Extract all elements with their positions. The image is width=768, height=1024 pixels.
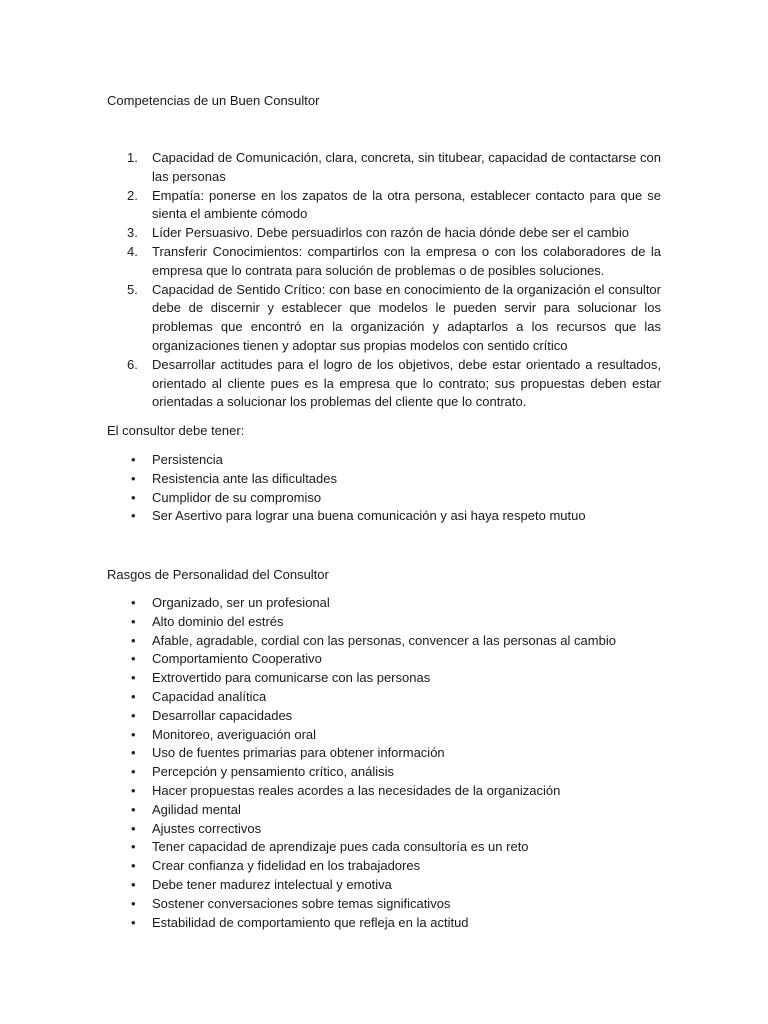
competency-item [107,149,661,187]
bullet-icon: • [131,452,136,467]
bullet-icon: • [131,613,136,629]
list-item [107,632,661,651]
bullet-icon: • [131,470,136,486]
list-item [107,801,661,820]
bullet-icon: • [131,707,136,723]
personality-traits-list [107,594,661,932]
item-text: Capacidad de Comunicación, clara, concreta, sin titubear, capacidad de contactarse con las personas [152,150,661,184]
item-text: Cumplidor de su compromiso [152,489,322,505]
item-text: Tener capacidad de aprendizaje pues cada consultoría es un reto [152,839,529,855]
list-item [107,914,661,933]
bullet-icon: • [131,508,136,524]
list-item [107,613,661,632]
list-item [107,470,661,489]
item-text: Resistencia ante las dificultades [152,470,337,486]
item-number: 5. [127,281,138,297]
bullet-icon: • [131,895,136,911]
item-text: Líder Persuasivo. Debe persuadirlos con razón de hacia dónde debe ser el cambio [152,225,629,241]
competency-item [107,224,661,243]
bullet-icon: • [131,489,136,505]
competency-item [107,281,661,356]
item-text: Percepción y pensamiento crítico, análisis [152,764,395,780]
list-item [107,857,661,876]
item-text: Monitoreo, averiguación oral [152,726,317,742]
list-item [107,744,661,763]
bullet-icon: • [131,764,136,780]
item-text: Extrovertido para comunicarse con las personas [152,670,431,686]
list-item [107,763,661,782]
item-text: Sostener conversaciones sobre temas significativos [152,895,451,911]
item-text: Debe tener madurez intelectual y emotiva [152,876,392,892]
item-text: Estabilidad de comportamiento que refleja en la actitud [152,914,469,930]
item-text: Transferir Conocimientos: compartirlos con la empresa o con los colaboradores de la empresa que lo contrata para solución de problemas o de posibles soluciones. [152,243,661,278]
list-item [107,895,661,914]
item-text: Capacidad de Sentido Crítico: con base en conocimiento de la organización el consultor debe de discernir y establecer que modelos le pueden servir para solucionar los problemas que encontró en la organización y adaptarlos a los recursos que las organizaciones tienen y adoptar sus propias modelos con sentido crítico [152,281,661,353]
bullet-icon: • [131,914,136,930]
document-title: Competencias de un Buen Consultor [107,93,320,108]
bullet-icon: • [131,745,136,761]
list-item [107,507,661,526]
list-item [107,650,661,669]
consultant-intro: El consultor debe tener: [107,423,245,438]
bullet-icon: • [131,688,136,704]
item-number: 4. [127,243,138,259]
list-item [107,489,661,508]
item-text: Persistencia [152,452,223,467]
bullet-icon: • [131,595,136,610]
item-text: Organizado, ser un profesional [152,595,330,610]
item-number: 1. [127,150,138,165]
competency-item [107,243,661,281]
item-text: Empatía: ponerse en los zapatos de la otra persona, establecer contacto para que se sienta el ambiente cómodo [152,187,661,222]
competency-item [107,356,661,412]
item-number: 2. [127,187,138,203]
item-text: Alto dominio del estrés [152,613,284,629]
personality-title: Rasgos de Personalidad del Consultor [107,567,329,582]
competencies-list [107,149,661,412]
bullet-icon: • [131,839,136,855]
bullet-icon: • [131,632,136,648]
bullet-icon: • [131,651,136,667]
item-text: Afable, agradable, cordial con las personas, convencer a las personas al cambio [152,632,616,648]
bullet-icon: • [131,876,136,892]
item-text: Ser Asertivo para lograr una buena comunicación y asi haya respeto mutuo [152,508,586,524]
bullet-icon: • [131,858,136,874]
list-item [107,838,661,857]
item-text: Hacer propuestas reales acordes a las necesidades de la organización [152,782,561,798]
list-item [107,688,661,707]
list-item [107,669,661,688]
bullet-icon: • [131,820,136,836]
bullet-icon: • [131,726,136,742]
item-text: Desarrollar capacidades [152,707,293,723]
item-text: Uso de fuentes primarias para obtener información [152,745,445,761]
bullet-icon: • [131,801,136,817]
list-item [107,594,661,613]
item-text: Agilidad mental [152,801,241,817]
bullet-icon: • [131,670,136,686]
competency-item [107,187,661,225]
item-text: Crear confianza y fidelidad en los trabajadores [152,858,421,874]
item-text: Comportamiento Cooperativo [152,651,322,667]
list-item [107,782,661,801]
list-item [107,726,661,745]
list-item [107,451,661,470]
item-number: 6. [127,356,138,372]
item-text: Capacidad analítica [152,688,267,704]
consultant-traits-list [107,451,661,526]
list-item [107,820,661,839]
item-text: Desarrollar actitudes para el logro de los objetivos, debe estar orientado a resultados, orientado al cliente pues es la empresa que lo contrato; sus propuestas deben estar orientadas a solucionar los problemas del cliente que lo contrato. [152,356,661,410]
bullet-icon: • [131,782,136,798]
list-item [107,707,661,726]
item-number: 3. [127,225,138,241]
item-text: Ajustes correctivos [152,820,262,836]
list-item [107,876,661,895]
